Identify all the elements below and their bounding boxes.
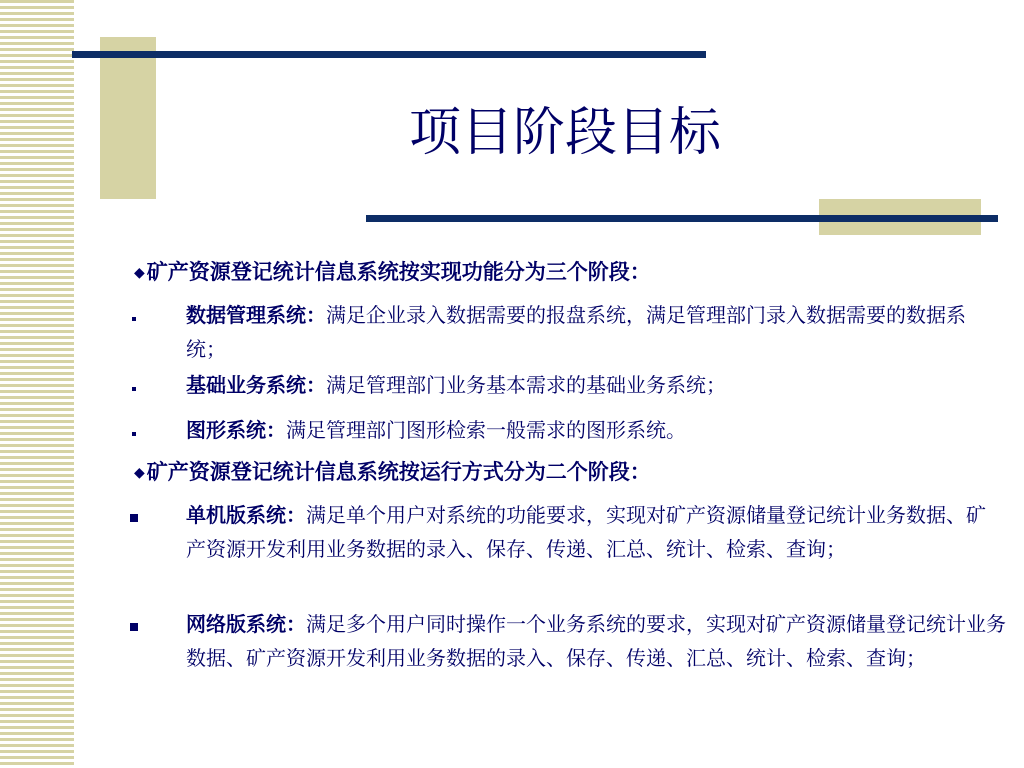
list-item-text: 满足企业录入数据需要的报盘系统，满足管理部门录入数据需要的数据系统； (186, 303, 966, 361)
bullet-square-icon (132, 432, 136, 436)
bullet-square-icon (132, 387, 136, 391)
list-item-text: 满足管理部门图形检索一般需求的图形系统。 (286, 418, 686, 442)
bullet-square-icon (130, 514, 138, 522)
list-item-graphics (186, 413, 1006, 447)
list-item-term: 图形系统： (186, 418, 286, 442)
list-item-term: 数据管理系统： (186, 303, 326, 327)
list-item-text: 满足单个用户对系统的功能要求，实现对矿产资源储量登记统计业务数据、矿产资源开发利用业务数据的录入、保存、传递、汇总、统计、检索、查询； (186, 503, 986, 561)
list-item-text: 满足管理部门业务基本需求的基础业务系统； (326, 373, 726, 397)
list-item-data-management (186, 298, 998, 366)
diamond-bullet-icon: ◆ (134, 265, 145, 281)
slide-title: 项目阶段目标 (408, 103, 721, 163)
section-heading-text: 矿产资源登记统计信息系统按运行方式分为二个阶段： (146, 459, 651, 484)
list-item-term: 网络版系统： (186, 612, 306, 636)
list-item-text: 满足多个用户同时操作一个业务系统的要求，实现对矿产资源储量登记统计业务数据、矿产资源开发利用业务数据的录入、保存、传递、汇总、统计、检索、查询； (186, 612, 1006, 670)
section-heading-operation (134, 458, 651, 487)
section-heading-text: 矿产资源登记统计信息系统按实现功能分为三个阶段： (146, 259, 651, 284)
list-item-term: 基础业务系统： (186, 373, 326, 397)
list-item-basic-business (186, 368, 1006, 402)
diamond-bullet-icon: ◆ (134, 465, 145, 481)
list-item-term: 单机版系统： (186, 503, 306, 527)
list-item-network (186, 607, 1016, 675)
bullet-square-icon (130, 623, 138, 631)
bullet-square-icon (132, 317, 136, 321)
section-heading-functions (134, 258, 651, 287)
list-item-standalone (186, 498, 998, 566)
